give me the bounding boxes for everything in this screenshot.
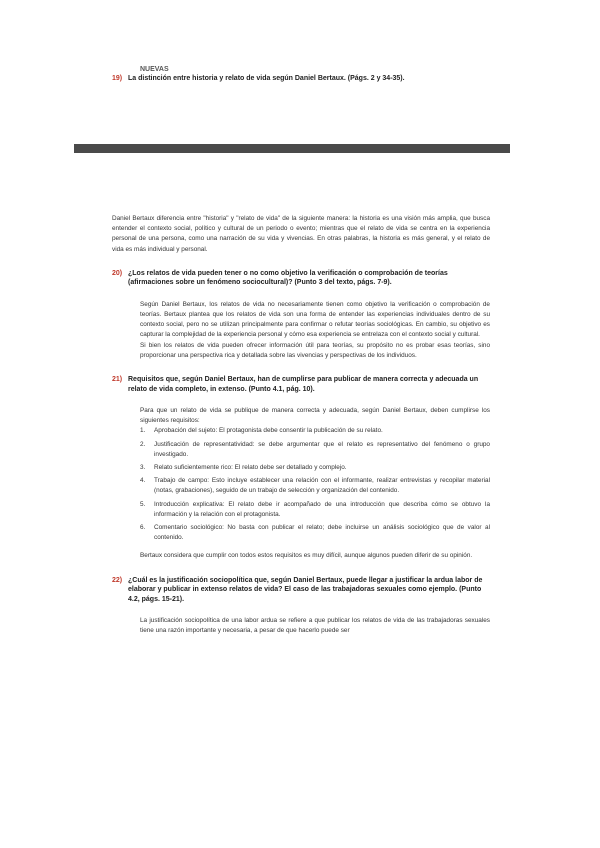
answer-19	[112, 214, 490, 255]
question-21	[112, 375, 490, 394]
paragraph: Si bien los relatos de vida pueden ofrecer información útil para teorías, su propósito no es probar esas teorías, sino proporcionar una perspectiva rica y detallada sobre las vivencias y perspectivas de los individuos.	[140, 341, 490, 359]
list-text: Relato suficientemente rico: El relato debe ser detallado y complejo.	[154, 464, 347, 472]
list-text: Trabajo de campo: Esto incluye establecer una relación con el informante, realizar entrevistas y recopilar material (notas, grabaciones), seguido de un trabajo de selección y organización del contenido.	[154, 477, 490, 495]
list-text: Introducción explicativa: El relato debe ir acompañado de una introducción que describa cómo se obtuvo la información y la relación con el protagonista.	[154, 500, 490, 518]
question-text: La distinción entre historia y relato de vida según Daniel Bertaux. (Págs. 2 y 34-35).	[128, 75, 405, 82]
paragraph: Para que un relato de vida se publique de manera correcta y adecuada, según Daniel Bertaux, deben cumplirse los siguientes requisitos:	[140, 407, 490, 425]
list-text: Aprobación del sujeto: El protagonista debe consentir la publicación de su relato.	[154, 427, 383, 435]
list-text: Justificación de representatividad: se debe argumentar que el relato es representativo del fenómeno o grupo investigado.	[154, 440, 490, 458]
list-item	[140, 476, 490, 496]
list-text: Comentario sociológico: No basta con publicar el relato; debe incluirse un análisis sociológico que de valor al contenido.	[154, 524, 490, 542]
list-number: 4.	[140, 477, 146, 485]
section-label: NUEVAS	[140, 66, 169, 73]
paragraph: Daniel Bertaux diferencia entre "historia" y "relato de vida" de la siguiente manera: la historia es una visión más amplia, que busca entender el contexto social, político y cultural de un periodo o evento; mientras que el relato de vida se centra en la experiencia personal de una persona, como una narración de su vida y vivencias. En otras palabras, la historia es más general, y el relato de vida es más individual y personal.	[112, 215, 490, 253]
list-number: 5.	[140, 500, 146, 508]
question-number: 19)	[112, 75, 123, 82]
list-number: 1.	[140, 427, 146, 435]
question-20	[112, 269, 490, 288]
paragraph: La justificación sociopolítica de una labor ardua se refiere a que publicar los relatos de vida de las trabajadoras sexuales tiene una razón importante y necesaria, a pesar de que hacerlo puede ser	[140, 617, 490, 635]
question-19	[112, 74, 492, 84]
question-number: 20)	[112, 269, 123, 277]
list-item	[140, 463, 490, 473]
question-text: ¿Cuál es la justificación sociopolítica que, según Daniel Bertaux, puede llegar a justificar la ardua labor de elaborar y publicar in extenso relatos de vida? El caso de las trabajadoras sexuales como ejemplo. (Punto 4.2, págs. 15-21).	[128, 576, 483, 603]
document-body	[112, 214, 490, 637]
question-number: 22)	[112, 576, 123, 584]
list-number: 6.	[140, 524, 146, 532]
list-item	[140, 440, 490, 460]
answer-22	[140, 616, 490, 636]
answer-21	[140, 406, 490, 562]
question-text: ¿Los relatos de vida pueden tener o no como objetivo la verificación o comprobación de teorías (afirmaciones sobre un fenómeno sociocultural)? (Punto 3 del texto, págs. 7-9).	[128, 269, 448, 287]
paragraph: Bertaux considera que cumplir con todos estos requisitos es muy difícil, aunque algunos pueden diferir de su opinión.	[140, 552, 473, 560]
list-item	[140, 500, 490, 520]
list-item	[140, 523, 490, 543]
requirements-list	[140, 426, 490, 543]
top-fragment	[112, 66, 492, 84]
list-number: 2.	[140, 440, 146, 448]
question-22	[112, 576, 490, 605]
page-divider	[74, 144, 510, 153]
list-item	[140, 426, 490, 436]
question-text: Requisitos que, según Daniel Bertaux, han de cumplirse para publicar de manera correcta y adecuada un relato de vida completo, in extenso. (Punto 4.1, pág. 10).	[128, 376, 479, 393]
answer-20	[140, 300, 490, 361]
list-number: 3.	[140, 464, 146, 472]
question-number: 21)	[112, 376, 123, 384]
paragraph: Según Daniel Bertaux, los relatos de vida no necesariamente tienen como objetivo la verificación o comprobación de teorías. Bertaux plantea que los relatos de vida son una forma de entender las experiencias individuales dentro de su contexto social, pero no se utilizan principalmente para confirmar o refutar teorías sociológicas. En cambio, su objetivo es capturar la complejidad de la experiencia personal y cómo esa experiencia se entrelaza con el contexto social y cultural.	[140, 300, 490, 339]
